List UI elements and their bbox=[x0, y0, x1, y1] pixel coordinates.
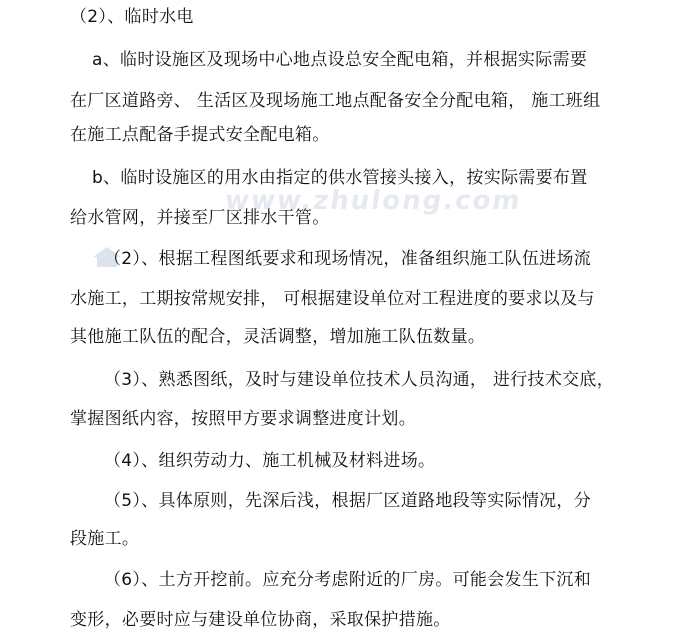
paragraph-line: （3）、熟悉图纸，及时与建设单位技术人员沟通， 进行技术交底， bbox=[104, 370, 615, 390]
paragraph-line: 其他施工队伍的配合，灵活调整，增加施工队伍数量。 bbox=[70, 327, 486, 347]
paragraph-line: 变形，必要时应与建设单位协商，采取保护措施。 bbox=[70, 610, 451, 630]
paragraph-line: （2）、根据工程图纸要求和现场情况，准备组织施工队伍进场流 bbox=[104, 249, 592, 269]
paragraph-line: 水施工，工期按常规安排， 可根据建设单位对工程进度的要求以及与 bbox=[70, 289, 595, 309]
paragraph-line: （6）、土方开挖前。应充分考虑附近的厂房。可能会发生下沉和 bbox=[104, 570, 592, 590]
heading-temporary-utilities: （2）、临时水电 bbox=[70, 7, 194, 27]
paragraph-line: （4）、组织劳动力、施工机械及材料进场。 bbox=[104, 451, 436, 471]
paragraph-line: 在厂区道路旁、 生活区及现场施工地点配备安全分配电箱， 施工班组 bbox=[70, 91, 601, 111]
paragraph-line: 在施工点配备手提式安全配电箱。 bbox=[70, 125, 330, 145]
paragraph-line: （5）、具体原则，先深后浅，根据厂区道路地段等实际情况，分 bbox=[104, 491, 592, 511]
paragraph-line: 段施工。 bbox=[70, 529, 140, 549]
paragraph-line: b、临时设施区的用水由指定的供水管接头接入，按实际需要布置 bbox=[92, 168, 588, 188]
paragraph-line: 给水管网，并接至厂区排水干管。 bbox=[70, 208, 330, 228]
paragraph-line: 掌握图纸内容，按照甲方要求调整进度计划。 bbox=[70, 409, 416, 429]
paragraph-line: a、临时设施区及现场中心地点设总安全配电箱，并根据实际需要 bbox=[92, 50, 588, 70]
watermark: www.zhulong.com bbox=[222, 186, 524, 216]
